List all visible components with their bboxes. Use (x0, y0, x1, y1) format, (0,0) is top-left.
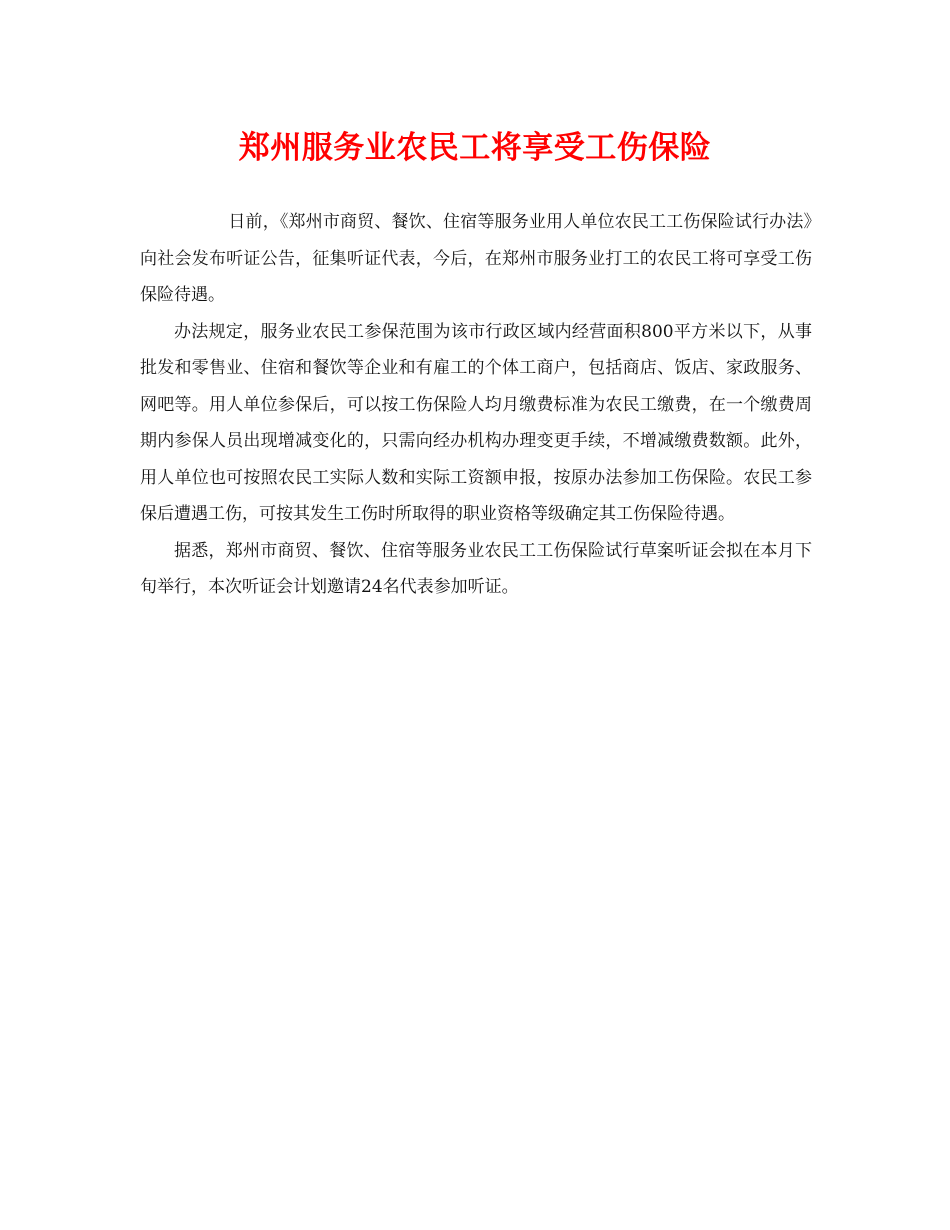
paragraph-regulations: 办法规定，服务业农民工参保范围为该市行政区域内经营面积800平方米以下，从事批发和零售业、住宿和餐饮等企业和有雇工的个体工商户，包括商店、饭店、家政服务、网吧等。用人单位参保后，可以按工伤保险人均月缴费标准为农民工缴费，在一个缴费周期内参保人员出现增减变化的，只需向经办机构办理变更手续，不增减缴费数额。此外，用人单位也可按照农民工实际人数和实际工资额申报，按原办法参加工伤保险。农民工参保后遭遇工伤，可按其发生工伤时所取得的职业资格等级确定其工伤保险待遇。 (140, 321, 812, 524)
paragraph-intro: 日前，《郑州市商贸、餐饮、住宿等服务业用人单位农民工工伤保险试行办法》向社会发布听证公告，征集听证代表，今后，在郑州市服务业打工的农民工将可享受工伤保险待遇。 (140, 212, 812, 305)
document-title: 郑州服务业农民工将享受工伤保险 (238, 130, 712, 166)
document-body (140, 204, 812, 606)
paragraph-hearing: 据悉，郑州市商贸、餐饮、住宿等服务业农民工工伤保险试行草案听证会拟在本月下旬举行，本次听证会计划邀请24名代表参加听证。 (140, 540, 812, 597)
